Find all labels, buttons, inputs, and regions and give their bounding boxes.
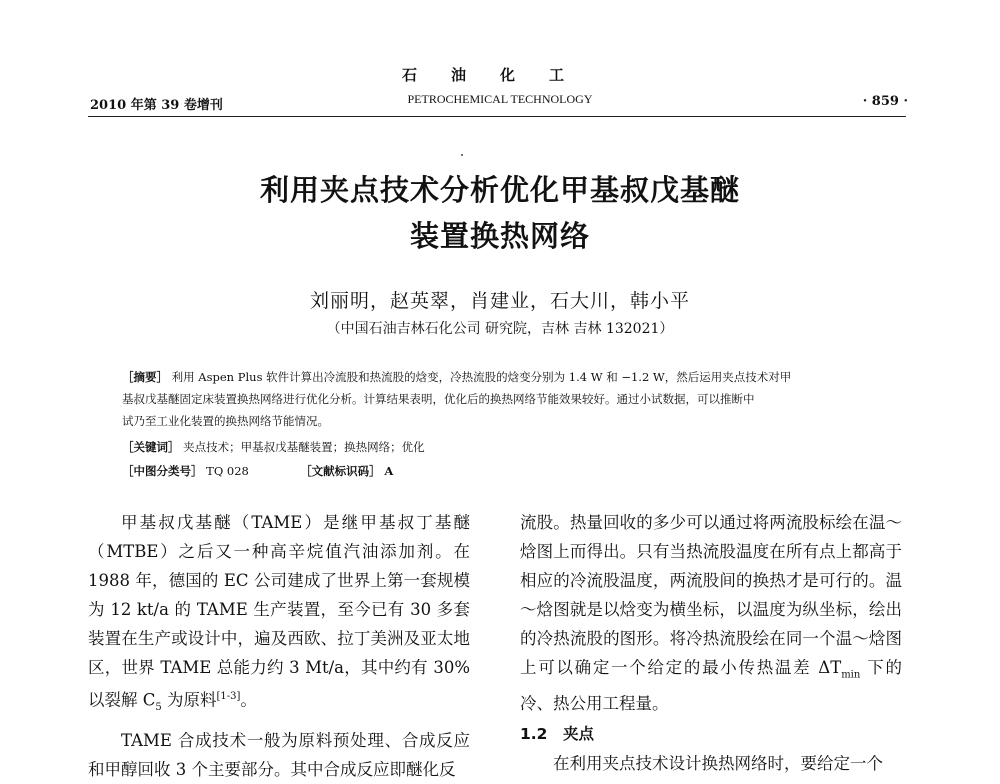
journal-title-cn: 石油化工 xyxy=(401,66,598,84)
doc-id-code: A xyxy=(384,464,394,478)
abstract-text-1: 利用 Aspen Plus 软件计算出冷流股和热流股的焓变，冷热流股的焓变分别为 1.4 W 和 −1.2 W，然后运用夹点技术对甲 xyxy=(171,370,792,384)
abstract-line-3: 试乃至工业化装置的换热网络节能情况。 xyxy=(122,414,329,428)
keywords-text: 夹点技术；甲基叔戊基醚装置；换热网络；优化 xyxy=(183,440,425,454)
doc-id-label: ［文献标识码］ xyxy=(300,464,381,478)
page-number: · 859 · xyxy=(862,94,908,109)
c5-subscript: 5 xyxy=(155,701,162,713)
header-divider xyxy=(88,116,906,117)
body-column-right xyxy=(520,508,902,778)
classification-line xyxy=(122,460,874,482)
right-p1-text: 流股。热量回收的多少可以通过将两流股标绘在温～焓图上而得出。只有当热流股温度在所有点上都高于相应的冷流股温度，两流股间的换热才是可行的。温～焓图就是以焓变为横坐标，以温度为纵坐标，绘出的冷热流股的图形。将冷热流股绘在同一个温～焓图上可以确定一个给定的最小传热温差 ΔT xyxy=(520,513,902,677)
classification-code: TQ 028 xyxy=(206,464,249,478)
issue-label: 2010 年第 39 卷增刊 xyxy=(90,98,223,113)
body-column-left xyxy=(88,508,470,784)
abstract-line-1 xyxy=(122,366,874,388)
left-p1-end: 。 xyxy=(240,690,257,710)
paper-title-line-2: 装置换热网络 xyxy=(409,219,590,253)
right-paragraph-2: 在利用夹点技术设计换热网络时，要给定一个 xyxy=(553,754,883,774)
keywords-line xyxy=(122,436,874,458)
abstract-line-2: 基叔戊基醚固定床装置换热网络进行优化分析。计算结果表明，优化后的换热网络节能效果较好。通过小试数据，可以推断中 xyxy=(122,392,755,406)
left-p1-text: 甲基叔戊基醚（TAME）是继甲基叔丁基醚（MTBE）之后又一种高辛烷值汽油添加剂。在 1988 年，德国的 EC 公司建成了世界上第一套规模为 12 kt/a 的 TAME 生产装置，至今已有 30 多套装置在生产或设计中，遍及西欧、拉丁美洲及亚太地区，世界 TAME 总能力约 3 Mt/a，其中约有 30% 以裂解 C xyxy=(88,513,470,710)
tmin-subscript: min xyxy=(841,669,861,681)
journal-title-en: PETROCHEMICAL TECHNOLOGY xyxy=(407,92,593,106)
affiliation: （中国石油吉林石化公司 研究院，吉林 吉林 132021） xyxy=(326,321,674,337)
classification-label: ［中图分类号］ xyxy=(122,464,203,478)
right-p1-text-2: 下的冷、热公用工程量。 xyxy=(520,658,902,714)
scan-speck xyxy=(461,154,463,156)
keywords-label: ［关键词］ xyxy=(122,440,180,454)
author-list: 刘丽明，赵英翠，肖建业，石大川，韩小平 xyxy=(309,290,690,312)
paper-title-line-1: 利用夹点技术分析优化甲基叔戊基醚 xyxy=(259,173,740,207)
section-heading-1-2: 1.2 夹点 xyxy=(520,725,594,744)
left-p1-text-2: 为原料 xyxy=(161,690,217,710)
left-paragraph-1 xyxy=(88,508,470,722)
abstract-label: ［摘要］ xyxy=(122,370,168,384)
right-paragraph-1 xyxy=(520,508,902,718)
left-paragraph-2: TAME 合成技术一般为原料预处理、合成反应和甲醇回收 3 个主要部分。其中合成反应即醚化反 xyxy=(88,730,470,779)
citation-ref: [1-3] xyxy=(216,691,241,702)
